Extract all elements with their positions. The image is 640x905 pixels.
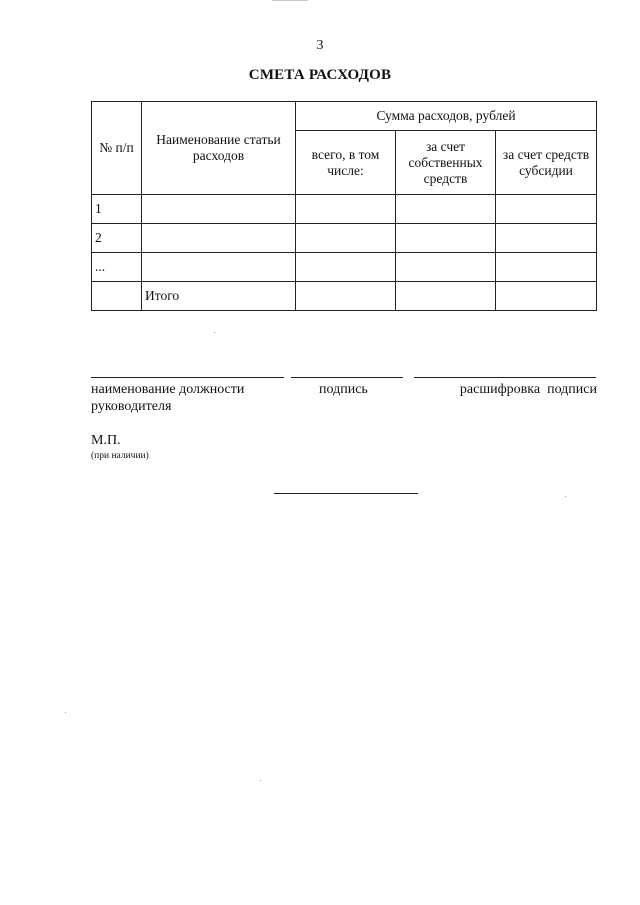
row-item-name <box>142 253 296 282</box>
row-number: 2 <box>92 224 142 253</box>
row-item-name: Итого <box>142 282 296 311</box>
cell-subsidy-funds <box>496 224 597 253</box>
header-sum-group: Сумма расходов, рублей <box>296 102 597 131</box>
scan-speck <box>565 496 566 497</box>
scan-speck <box>214 332 215 333</box>
position-label-line1: наименование должности <box>91 382 245 397</box>
position-label-line2: руководителя <box>91 399 172 414</box>
cell-own-funds <box>396 282 496 311</box>
decode-signature-line <box>414 377 596 378</box>
cell-total <box>296 253 396 282</box>
table-row <box>92 253 597 282</box>
cell-total <box>296 282 396 311</box>
header-own-funds: за счет собственных средств <box>396 131 496 195</box>
row-number <box>92 282 142 311</box>
signature-line <box>291 377 403 378</box>
document-title: СМЕТА РАСХОДОВ <box>248 67 392 83</box>
cell-subsidy-funds <box>496 195 597 224</box>
cell-subsidy-funds <box>496 253 597 282</box>
decode-label: расшифровка подписи <box>459 382 597 397</box>
expense-table <box>91 101 597 311</box>
stamp-note: (при наличии) <box>91 451 149 461</box>
cell-own-funds <box>396 224 496 253</box>
row-item-name <box>142 224 296 253</box>
top-edge-mark <box>272 0 308 1</box>
header-number: № п/п <box>92 102 142 195</box>
row-number: ... <box>92 253 142 282</box>
page-number: 3 <box>316 38 324 53</box>
row-item-name <box>142 195 296 224</box>
position-label <box>91 381 291 415</box>
cell-subsidy-funds <box>496 282 597 311</box>
scan-speck <box>260 780 261 781</box>
table-row-total <box>92 282 597 311</box>
stamp-label: М.П. <box>91 433 121 448</box>
cell-total <box>296 224 396 253</box>
cell-own-funds <box>396 195 496 224</box>
cell-total <box>296 195 396 224</box>
cell-own-funds <box>396 253 496 282</box>
table-row <box>92 195 597 224</box>
signature-label: подпись <box>319 382 368 397</box>
header-total: всего, в том числе: <box>296 131 396 195</box>
scan-speck <box>65 712 66 713</box>
position-signature-line <box>91 377 284 378</box>
end-line <box>274 493 418 494</box>
header-item-name: Наименование статьи расходов <box>142 102 296 195</box>
header-subsidy-funds: за счет средств субсидии <box>496 131 597 195</box>
table-row <box>92 224 597 253</box>
row-number: 1 <box>92 195 142 224</box>
